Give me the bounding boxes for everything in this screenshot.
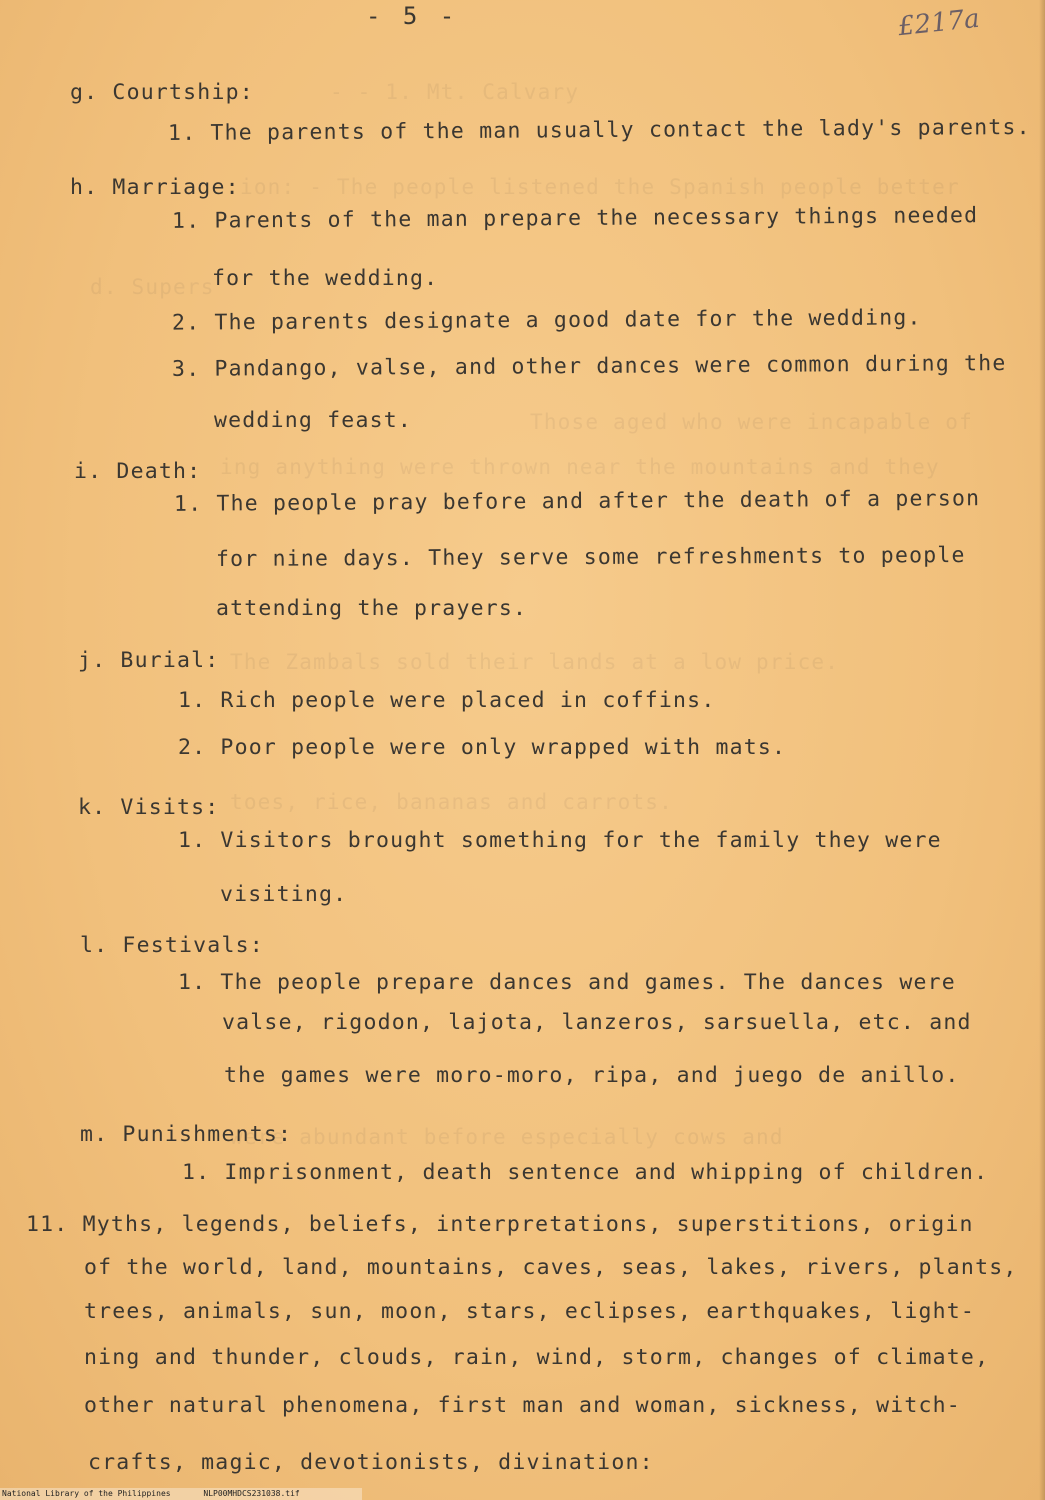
bleed-through-text: toes, rice, bananas and carrots. bbox=[230, 790, 673, 814]
courtship-line: 1. The parents of the man usually contact the lady's parents. bbox=[167, 114, 1031, 147]
section-heading-festivals: l. Festivals: bbox=[80, 933, 264, 958]
bleed-through-text: Those aged who were incapable of bbox=[530, 410, 973, 434]
section-heading-punishments: m. Punishments: bbox=[80, 1122, 293, 1147]
punishments-line: 1. Imprisonment, death sentence and whipping of children. bbox=[182, 1160, 989, 1185]
item-11-line: 11. Myths, legends, beliefs, interpretations, superstitions, origin bbox=[26, 1212, 974, 1237]
marriage-line: 3. Pandango, valse, and other dances were common during the bbox=[171, 351, 1007, 382]
death-line: 1. The people pray before and after the death of a person bbox=[173, 486, 981, 517]
item-11-line: crafts, magic, devotionists, divination: bbox=[88, 1450, 654, 1475]
page-number-header: - 5 - bbox=[366, 2, 459, 30]
scan-footer bbox=[0, 1488, 362, 1500]
marriage-line: wedding feast. bbox=[214, 408, 413, 433]
section-heading-courtship: g. Courtship: bbox=[70, 80, 254, 105]
section-heading-marriage: h. Marriage: bbox=[70, 175, 240, 200]
bleed-through-text: d. Supers bbox=[90, 275, 215, 299]
marriage-line: 1. Parents of the man prepare the necessary things needed bbox=[171, 203, 979, 234]
death-line: for nine days. They serve some refreshments to people bbox=[215, 543, 966, 572]
visits-line: visiting. bbox=[220, 882, 348, 907]
section-heading-visits: k. Visits: bbox=[78, 795, 220, 820]
bleed-through-text: ing anything were thrown near the mountains and they bbox=[220, 455, 940, 479]
item-11-line: other natural phenomena, first man and woman, sickness, witch- bbox=[84, 1393, 961, 1418]
item-11-line: of the world, land, mountains, caves, seas, lakes, rivers, plants, bbox=[84, 1255, 1018, 1280]
bleed-through-text: ion: - The people listened the Spanish people better bbox=[240, 175, 960, 199]
bleed-through-text: The Zambals sold their lands at a low price. bbox=[230, 650, 840, 674]
footer-library: National Library of the Philippines bbox=[2, 1489, 171, 1498]
section-heading-death: i. Death: bbox=[74, 459, 202, 484]
item-11-line: ning and thunder, clouds, rain, wind, storm, changes of climate, bbox=[84, 1345, 990, 1370]
item-11-line: trees, animals, sun, moon, stars, eclipses, earthquakes, light- bbox=[84, 1299, 976, 1324]
burial-line: 1. Rich people were placed in coffins. bbox=[178, 688, 716, 713]
burial-line: 2. Poor people were only wrapped with mats. bbox=[178, 735, 787, 760]
bleed-through-text: - - 1. Mt. Calvary bbox=[330, 80, 580, 104]
festivals-line: the games were moro-moro, ripa, and juego de anillo. bbox=[224, 1063, 960, 1088]
death-line: attending the prayers. bbox=[216, 596, 528, 621]
marriage-line: for the wedding. bbox=[212, 266, 439, 291]
marriage-line: 2. The parents designate a good date for the wedding. bbox=[171, 305, 922, 336]
visits-line: 1. Visitors brought something for the family they were bbox=[178, 828, 942, 853]
section-heading-burial: j. Burial: bbox=[78, 648, 220, 673]
footer-filename: NLP00MHDCS231038.tif bbox=[203, 1489, 300, 1498]
festivals-line: 1. The people prepare dances and games. The dances were bbox=[178, 970, 956, 995]
page-edge-shadow bbox=[1039, 0, 1045, 1500]
bleed-through-text: were abundant before especially cows and bbox=[230, 1125, 784, 1149]
handwritten-note: £217a bbox=[896, 3, 982, 43]
festivals-line: valse, rigodon, lajota, lanzeros, sarsuella, etc. and bbox=[222, 1010, 972, 1035]
